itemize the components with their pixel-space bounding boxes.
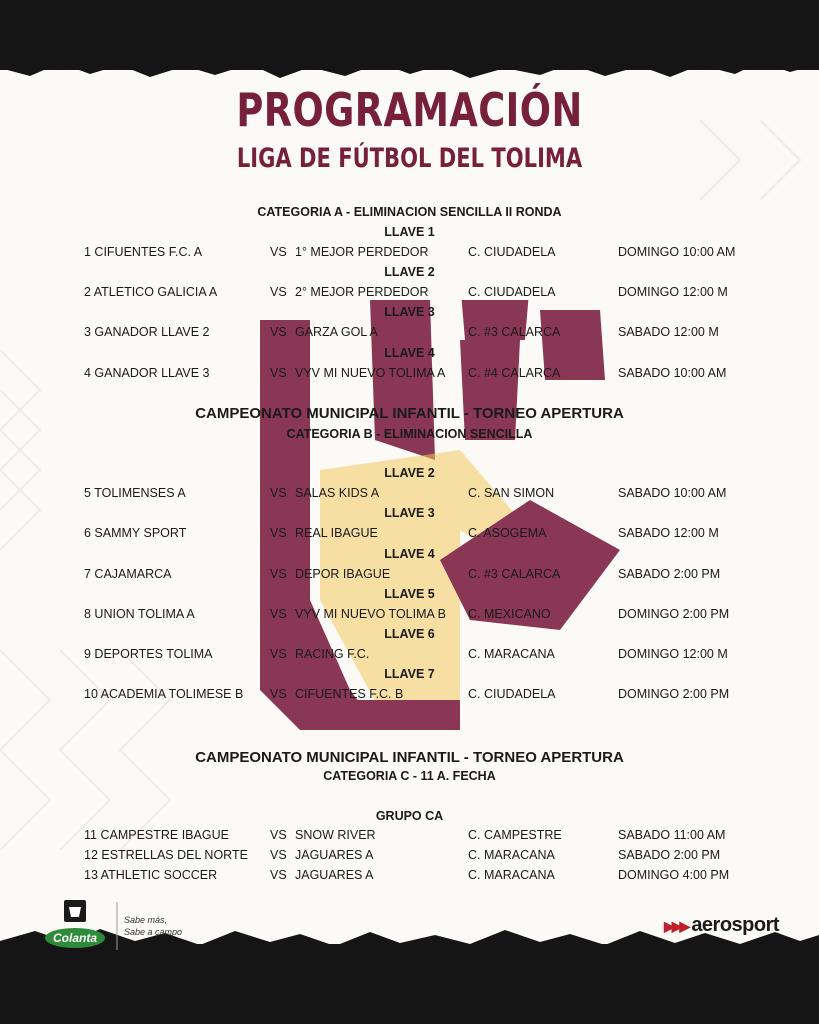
team-name: 10 ACADEMIA TOLIMESE B xyxy=(84,687,244,701)
match-time: DOMINGO 12:00 M xyxy=(618,647,728,661)
venue: C. #3 CALARCA xyxy=(468,325,561,339)
opponent-name: CIFUENTES F.C. B xyxy=(295,687,404,701)
match-time: SABADO 2:00 PM xyxy=(618,567,721,581)
venue: C. MARACANA xyxy=(468,848,555,862)
opponent-name: SALAS KIDS A xyxy=(295,486,380,500)
opponent-name: JAGUARES A xyxy=(295,848,374,862)
section-c-tournament: CAMPEONATO MUNICIPAL INFANTIL - TORNEO APERTURA xyxy=(195,749,624,766)
match-time: SABADO 10:00 AM xyxy=(618,486,727,500)
team-name: 2 ATLETICO GALICIA A xyxy=(84,285,218,299)
vs-label: VS xyxy=(270,607,287,621)
match-time: DOMINGO 2:00 PM xyxy=(618,687,730,701)
opponent-name: 2° MEJOR PERDEDOR xyxy=(295,285,429,299)
vs-label: VS xyxy=(270,647,287,661)
llave-heading: LLAVE 4 xyxy=(384,346,435,360)
opponent-name: RACING F.C. xyxy=(295,647,370,661)
team-name: 12 ESTRELLAS DEL NORTE xyxy=(84,848,248,862)
vs-label: VS xyxy=(270,567,287,581)
match-time: DOMINGO 2:00 PM xyxy=(618,607,730,621)
team-name: 6 SAMMY SPORT xyxy=(84,526,187,540)
match-time: SABADO 12:00 M xyxy=(618,325,719,339)
llave-heading: LLAVE 3 xyxy=(384,506,435,520)
venue: C. #4 CALARCA xyxy=(468,366,561,380)
match-time: SABADO 2:00 PM xyxy=(618,848,721,862)
opponent-name: JAGUARES A xyxy=(295,868,374,882)
aerosport-logo xyxy=(664,914,779,937)
team-name: 8 UNION TOLIMA A xyxy=(84,607,195,621)
venue: C. SAN SIMON xyxy=(468,486,555,500)
page-title: PROGRAMACIÓN xyxy=(236,83,583,137)
section-c-category: CATEGORIA C - 11 A. FECHA xyxy=(323,769,496,783)
vs-label: VS xyxy=(270,848,287,862)
torn-paper-top xyxy=(0,0,819,70)
team-name: 4 GANADOR LLAVE 3 xyxy=(84,366,210,380)
vs-label: VS xyxy=(270,325,287,339)
match-time: SABADO 10:00 AM xyxy=(618,366,727,380)
llave-heading: LLAVE 5 xyxy=(384,587,435,601)
team-name: 9 DEPORTES TOLIMA xyxy=(84,647,213,661)
vs-label: VS xyxy=(270,486,287,500)
opponent-name: DEPOR IBAGUE xyxy=(295,567,391,581)
svg-text:Sabe a campo: Sabe a campo xyxy=(124,927,183,937)
vs-label: VS xyxy=(270,526,287,540)
venue: C. CIUDADELA xyxy=(468,285,556,299)
match-time: SABADO 12:00 M xyxy=(618,526,719,540)
opponent-name: GARZA GOL A xyxy=(295,325,378,339)
venue: C. MARACANA xyxy=(468,647,555,661)
venue: C. MARACANA xyxy=(468,868,555,882)
section-b-category: CATEGORIA B - ELIMINACION SENCILLA xyxy=(286,427,533,441)
vs-label: VS xyxy=(270,245,287,259)
svg-text:Colanta: Colanta xyxy=(52,931,98,945)
llave-heading: LLAVE 3 xyxy=(384,305,435,319)
team-name: 1 CIFUENTES F.C. A xyxy=(84,245,203,259)
llave-heading: LLAVE 4 xyxy=(384,547,435,561)
colanta-logo xyxy=(40,898,200,959)
team-name: 7 CAJAMARCA xyxy=(84,567,172,581)
venue: C. CAMPESTRE xyxy=(468,828,562,842)
venue: C. MEXICANO xyxy=(468,607,551,621)
aerosport-arrows-icon: ▶▶▶ xyxy=(664,918,688,934)
team-name: 5 TOLIMENSES A xyxy=(84,486,186,500)
colanta-emblem xyxy=(40,898,200,954)
team-name: 11 CAMPESTRE IBAGUE xyxy=(84,828,229,842)
section-a-category: CATEGORIA A - ELIMINACION SENCILLA II RONDA xyxy=(257,205,562,219)
opponent-name: 1° MEJOR PERDEDOR xyxy=(295,245,429,259)
llave-heading: LLAVE 7 xyxy=(384,667,435,681)
vs-label: VS xyxy=(270,828,287,842)
team-name: 13 ATHLETIC SOCCER xyxy=(84,868,218,882)
svg-text:Sabe más,: Sabe más, xyxy=(124,915,168,925)
venue: C. ASOGEMA xyxy=(468,526,547,540)
opponent-name: VYV MI NUEVO TOLIMA A xyxy=(295,366,446,380)
opponent-name: VYV MI NUEVO TOLIMA B xyxy=(295,607,446,621)
llave-heading: LLAVE 6 xyxy=(384,627,435,641)
match-time: SABADO 11:00 AM xyxy=(618,828,726,842)
team-name: 3 GANADOR LLAVE 2 xyxy=(84,325,210,339)
vs-label: VS xyxy=(270,868,287,882)
match-time: DOMINGO 12:00 M xyxy=(618,285,728,299)
vs-label: VS xyxy=(270,366,287,380)
section-b-tournament: CAMPEONATO MUNICIPAL INFANTIL - TORNEO APERTURA xyxy=(195,405,624,422)
group-heading: GRUPO CA xyxy=(375,809,444,823)
opponent-name: SNOW RIVER xyxy=(295,828,376,842)
llave-heading: LLAVE 2 xyxy=(384,466,435,480)
page-subtitle: LIGA DE FÚTBOL DEL TOLIMA xyxy=(236,143,583,174)
llave-heading: LLAVE 2 xyxy=(384,265,435,279)
match-time: DOMINGO 4:00 PM xyxy=(618,868,730,882)
aerosport-wordmark: aerosport xyxy=(691,914,780,936)
opponent-name: REAL IBAGUE xyxy=(295,526,378,540)
page-header xyxy=(0,82,819,176)
llave-heading: LLAVE 1 xyxy=(384,225,435,239)
match-time: DOMINGO 10:00 AM xyxy=(618,245,736,259)
vs-label: VS xyxy=(270,285,287,299)
venue: C. #3 CALARCA xyxy=(468,567,561,581)
venue: C. CIUDADELA xyxy=(468,245,556,259)
venue: C. CIUDADELA xyxy=(468,687,556,701)
vs-label: VS xyxy=(270,687,287,701)
